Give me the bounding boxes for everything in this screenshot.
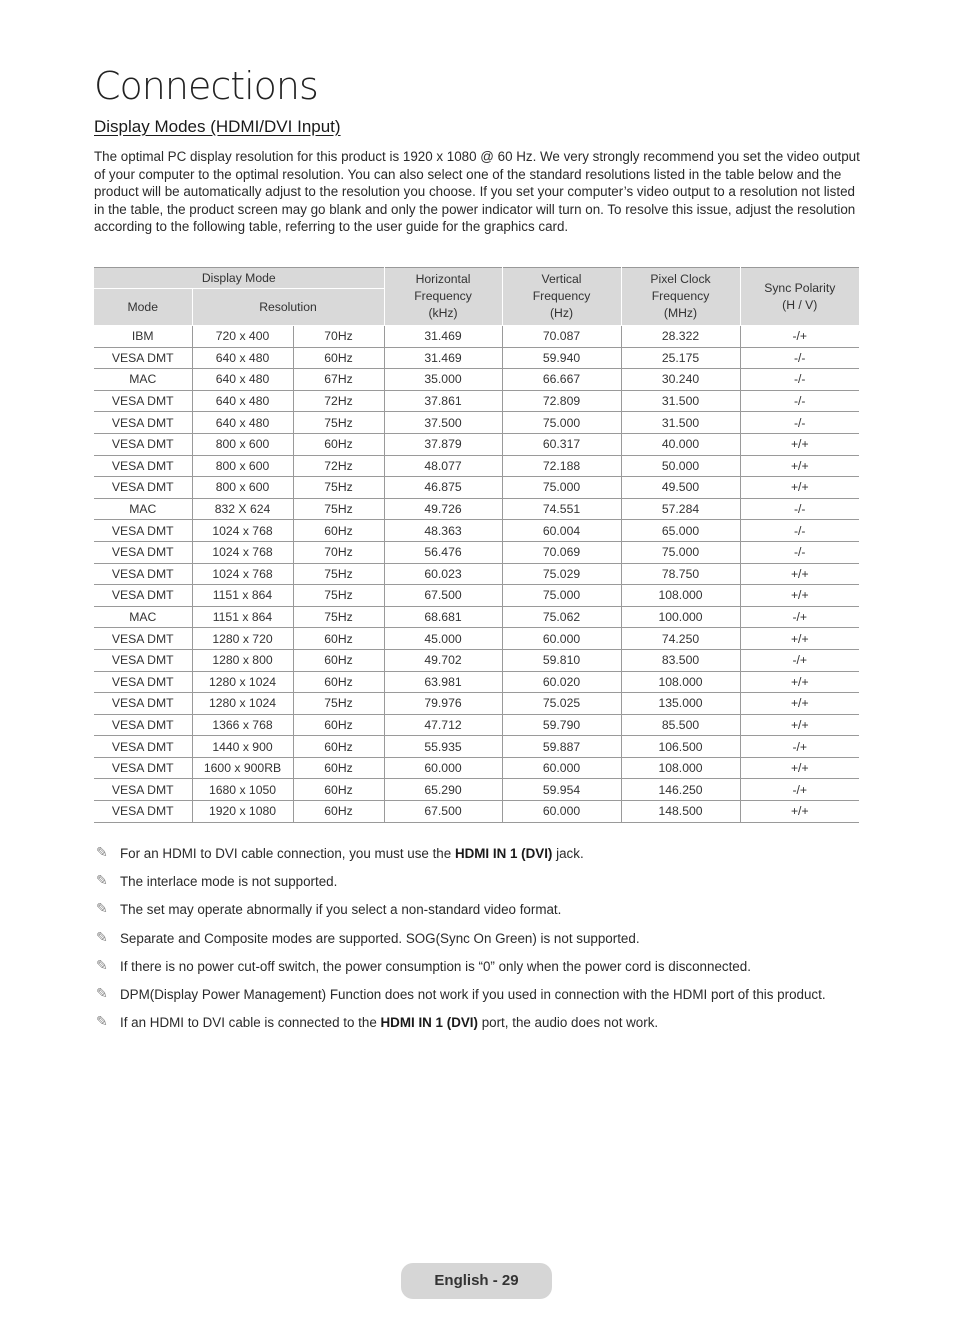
- sync-cell: -/-: [740, 347, 859, 369]
- refresh-cell: 60Hz: [293, 736, 384, 758]
- sync-cell: -/-: [740, 498, 859, 520]
- mode-cell: VESA DMT: [94, 347, 192, 369]
- resolution-cell: 640 x 480: [192, 347, 293, 369]
- resolution-cell: 640 x 480: [192, 369, 293, 391]
- resolution-cell: 1024 x 768: [192, 520, 293, 542]
- note-item: [96, 930, 856, 948]
- mode-cell: VESA DMT: [94, 801, 192, 823]
- v-freq-cell: 75.029: [502, 563, 621, 585]
- sync-cell: +/+: [740, 563, 859, 585]
- sync-cell: -/-: [740, 541, 859, 563]
- mode-cell: VESA DMT: [94, 585, 192, 607]
- pixel-clock-cell: 31.500: [621, 390, 740, 412]
- h-freq-cell: 37.861: [384, 390, 502, 412]
- table-row: [94, 693, 859, 715]
- header-pixel-clock: Pixel Clock Frequency (MHz): [621, 268, 740, 326]
- note-text: The interlace mode is not supported.: [120, 874, 338, 890]
- mode-cell: MAC: [94, 369, 192, 391]
- pixel-clock-cell: 78.750: [621, 563, 740, 585]
- header-sync-polarity: Sync Polarity (H / V): [740, 268, 859, 326]
- resolution-cell: 1280 x 1024: [192, 693, 293, 715]
- table-row: [94, 585, 859, 607]
- resolution-cell: 1024 x 768: [192, 541, 293, 563]
- note-text-tail: jack.: [552, 846, 584, 861]
- sync-cell: +/+: [740, 433, 859, 455]
- refresh-cell: 72Hz: [293, 455, 384, 477]
- table-row: [94, 801, 859, 823]
- resolution-cell: 1280 x 1024: [192, 671, 293, 693]
- note-text: DPM(Display Power Management) Function does not work if you used in connection with the HDMI port of this product.: [120, 986, 826, 1002]
- refresh-cell: 75Hz: [293, 563, 384, 585]
- v-freq-cell: 72.188: [502, 455, 621, 477]
- h-freq-cell: 68.681: [384, 606, 502, 628]
- refresh-cell: 72Hz: [293, 390, 384, 412]
- resolution-cell: 1440 x 900: [192, 736, 293, 758]
- resolution-cell: 1680 x 1050: [192, 779, 293, 801]
- v-freq-cell: 60.000: [502, 757, 621, 779]
- pencil-note-icon: ✎: [96, 873, 108, 890]
- h-freq-cell: 48.077: [384, 455, 502, 477]
- intro-paragraph: The optimal PC display resolution for this product is 1920 x 1080 @ 60 Hz. We very strongly recommend you set the video output of your computer to the optimal resolution. You can also select one of the standard resolutions listed in the table below and the product will be automatically adjust to the resolution you choose. If you set your computer’s video output to a resolution not listed in the table, the product screen may go blank and only the power indicator will turn on. To resolve this issue, adjust the resolution according to the following table, referring to the user guide for the graphics card.: [94, 149, 860, 235]
- pencil-note-icon: ✎: [96, 929, 108, 946]
- pixel-clock-cell: 85.500: [621, 714, 740, 736]
- mode-cell: VESA DMT: [94, 671, 192, 693]
- pencil-note-icon: ✎: [96, 845, 108, 861]
- mode-cell: VESA DMT: [94, 477, 192, 499]
- pencil-note-icon: ✎: [96, 901, 108, 918]
- section-title: Display Modes (HDMI/DVI Input): [94, 117, 341, 136]
- resolution-cell: 800 x 600: [192, 455, 293, 477]
- note-emphasis: HDMI IN 1 (DVI): [454, 846, 553, 861]
- refresh-cell: 75Hz: [293, 585, 384, 607]
- sync-cell: +/+: [740, 671, 859, 693]
- note-text: If an HDMI to DVI cable is connected to the: [120, 1015, 381, 1031]
- h-freq-cell: 47.712: [384, 714, 502, 736]
- sync-cell: -/+: [740, 736, 859, 758]
- refresh-cell: 60Hz: [293, 649, 384, 671]
- table-row: [94, 541, 859, 563]
- pixel-clock-cell: 30.240: [621, 369, 740, 391]
- h-freq-cell: 31.469: [384, 326, 502, 348]
- sync-cell: -/-: [740, 520, 859, 542]
- resolution-cell: 640 x 480: [192, 412, 293, 434]
- pencil-note-icon: ✎: [96, 957, 108, 974]
- sync-cell: +/+: [740, 693, 859, 715]
- pixel-clock-cell: 65.000: [621, 520, 740, 542]
- mode-cell: VESA DMT: [94, 779, 192, 801]
- h-freq-cell: 49.702: [384, 649, 502, 671]
- refresh-cell: 60Hz: [293, 347, 384, 369]
- v-freq-cell: 75.062: [502, 606, 621, 628]
- h-freq-cell: 37.500: [384, 412, 502, 434]
- table-row: [94, 347, 859, 369]
- table-row: [94, 433, 859, 455]
- note-text: For an HDMI to DVI cable connection, you must use the: [120, 846, 455, 861]
- pixel-clock-cell: 49.500: [621, 477, 740, 499]
- h-freq-cell: 67.500: [384, 585, 502, 607]
- mode-cell: VESA DMT: [94, 757, 192, 779]
- resolution-cell: 640 x 480: [192, 390, 293, 412]
- table-row: [94, 671, 859, 693]
- h-freq-cell: 37.879: [384, 433, 502, 455]
- refresh-cell: 60Hz: [293, 520, 384, 542]
- sync-cell: +/+: [740, 585, 859, 607]
- refresh-cell: 60Hz: [293, 779, 384, 801]
- mode-cell: MAC: [94, 498, 192, 520]
- note-text: Separate and Composite modes are supported. SOG(Sync On Green) is not supported.: [120, 930, 640, 946]
- v-freq-cell: 74.551: [502, 498, 621, 520]
- h-freq-cell: 35.000: [384, 369, 502, 391]
- refresh-cell: 75Hz: [293, 606, 384, 628]
- v-freq-cell: 66.667: [502, 369, 621, 391]
- note-item: [96, 845, 856, 863]
- table-row: [94, 628, 859, 650]
- h-freq-cell: 65.290: [384, 779, 502, 801]
- sync-cell: +/+: [740, 757, 859, 779]
- resolution-cell: 1600 x 900RB: [192, 757, 293, 779]
- table-row: [94, 779, 859, 801]
- mode-cell: VESA DMT: [94, 433, 192, 455]
- note-item: [96, 1014, 856, 1032]
- sync-cell: +/+: [740, 455, 859, 477]
- header-horizontal-frequency: Horizontal Frequency (kHz): [384, 268, 502, 326]
- v-freq-cell: 70.069: [502, 541, 621, 563]
- table-row: [94, 498, 859, 520]
- pixel-clock-cell: 57.284: [621, 498, 740, 520]
- sync-cell: +/+: [740, 714, 859, 736]
- notes-list: [96, 845, 856, 1042]
- table-row: [94, 714, 859, 736]
- refresh-cell: 60Hz: [293, 757, 384, 779]
- mode-cell: VESA DMT: [94, 520, 192, 542]
- refresh-cell: 60Hz: [293, 628, 384, 650]
- h-freq-cell: 49.726: [384, 498, 502, 520]
- h-freq-cell: 55.935: [384, 736, 502, 758]
- sync-cell: -/-: [740, 390, 859, 412]
- v-freq-cell: 60.000: [502, 628, 621, 650]
- mode-cell: IBM: [94, 326, 192, 348]
- v-freq-cell: 75.000: [502, 477, 621, 499]
- note-emphasis: HDMI IN 1 (DVI): [380, 1015, 478, 1031]
- h-freq-cell: 56.476: [384, 541, 502, 563]
- resolution-cell: 800 x 600: [192, 477, 293, 499]
- v-freq-cell: 59.954: [502, 779, 621, 801]
- note-item: [96, 873, 856, 891]
- table-row: [94, 563, 859, 585]
- table-row: [94, 757, 859, 779]
- note-text: If there is no power cut-off switch, the power consumption is “0” only when the power cord is disconnected.: [120, 958, 751, 974]
- v-freq-cell: 60.317: [502, 433, 621, 455]
- table-row: [94, 520, 859, 542]
- pixel-clock-cell: 106.500: [621, 736, 740, 758]
- refresh-cell: 75Hz: [293, 412, 384, 434]
- table-row: [94, 412, 859, 434]
- v-freq-cell: 75.025: [502, 693, 621, 715]
- refresh-cell: 60Hz: [293, 714, 384, 736]
- note-text-tail: port, the audio does not work.: [477, 1015, 659, 1031]
- sync-cell: -/-: [740, 369, 859, 391]
- pixel-clock-cell: 135.000: [621, 693, 740, 715]
- v-freq-cell: 59.887: [502, 736, 621, 758]
- refresh-cell: 67Hz: [293, 369, 384, 391]
- h-freq-cell: 79.976: [384, 693, 502, 715]
- pixel-clock-cell: 108.000: [621, 757, 740, 779]
- pixel-clock-cell: 108.000: [621, 671, 740, 693]
- pencil-note-icon: ✎: [96, 985, 108, 1002]
- resolution-cell: 832 X 624: [192, 498, 293, 520]
- display-modes-table: [94, 267, 859, 823]
- pencil-note-icon: ✎: [96, 1014, 108, 1031]
- h-freq-cell: 60.023: [384, 563, 502, 585]
- refresh-cell: 60Hz: [293, 433, 384, 455]
- pixel-clock-cell: 75.000: [621, 541, 740, 563]
- page-number-badge: English - 29: [401, 1263, 552, 1299]
- table-row: [94, 649, 859, 671]
- pixel-clock-cell: 83.500: [621, 649, 740, 671]
- header-display-mode: Display Mode: [94, 268, 384, 289]
- v-freq-cell: 75.000: [502, 412, 621, 434]
- resolution-cell: 1024 x 768: [192, 563, 293, 585]
- refresh-cell: 60Hz: [293, 671, 384, 693]
- sync-cell: -/+: [740, 649, 859, 671]
- v-freq-cell: 72.809: [502, 390, 621, 412]
- refresh-cell: 70Hz: [293, 326, 384, 348]
- pixel-clock-cell: 108.000: [621, 585, 740, 607]
- note-item: [96, 958, 856, 976]
- pixel-clock-cell: 50.000: [621, 455, 740, 477]
- h-freq-cell: 60.000: [384, 757, 502, 779]
- resolution-cell: 1151 x 864: [192, 606, 293, 628]
- mode-cell: VESA DMT: [94, 455, 192, 477]
- pixel-clock-cell: 100.000: [621, 606, 740, 628]
- note-item: [96, 986, 856, 1004]
- mode-cell: VESA DMT: [94, 412, 192, 434]
- pixel-clock-cell: 25.175: [621, 347, 740, 369]
- refresh-cell: 75Hz: [293, 498, 384, 520]
- v-freq-cell: 75.000: [502, 585, 621, 607]
- note-text: The set may operate abnormally if you select a non-standard video format.: [120, 902, 562, 918]
- refresh-cell: 60Hz: [293, 801, 384, 823]
- header-vertical-frequency: Vertical Frequency (Hz): [502, 268, 621, 326]
- page-title: Connections: [94, 64, 318, 108]
- table-body: [94, 326, 859, 823]
- mode-cell: VESA DMT: [94, 693, 192, 715]
- pixel-clock-cell: 40.000: [621, 433, 740, 455]
- h-freq-cell: 31.469: [384, 347, 502, 369]
- pixel-clock-cell: 28.322: [621, 326, 740, 348]
- h-freq-cell: 45.000: [384, 628, 502, 650]
- sync-cell: -/+: [740, 606, 859, 628]
- table-row: [94, 477, 859, 499]
- table-row: [94, 326, 859, 348]
- v-freq-cell: 60.020: [502, 671, 621, 693]
- pixel-clock-cell: 31.500: [621, 412, 740, 434]
- v-freq-cell: 59.810: [502, 649, 621, 671]
- mode-cell: VESA DMT: [94, 563, 192, 585]
- sync-cell: -/+: [740, 779, 859, 801]
- mode-cell: VESA DMT: [94, 390, 192, 412]
- resolution-cell: 720 x 400: [192, 326, 293, 348]
- pixel-clock-cell: 148.500: [621, 801, 740, 823]
- table-row: [94, 606, 859, 628]
- mode-cell: VESA DMT: [94, 714, 192, 736]
- table-row: [94, 736, 859, 758]
- sync-cell: -/-: [740, 412, 859, 434]
- h-freq-cell: 67.500: [384, 801, 502, 823]
- resolution-cell: 800 x 600: [192, 433, 293, 455]
- resolution-cell: 1151 x 864: [192, 585, 293, 607]
- resolution-cell: 1366 x 768: [192, 714, 293, 736]
- table-row: [94, 455, 859, 477]
- resolution-cell: 1280 x 720: [192, 628, 293, 650]
- resolution-cell: 1280 x 800: [192, 649, 293, 671]
- h-freq-cell: 46.875: [384, 477, 502, 499]
- h-freq-cell: 48.363: [384, 520, 502, 542]
- table-row: [94, 390, 859, 412]
- refresh-cell: 75Hz: [293, 477, 384, 499]
- pixel-clock-cell: 74.250: [621, 628, 740, 650]
- mode-cell: MAC: [94, 606, 192, 628]
- refresh-cell: 70Hz: [293, 541, 384, 563]
- mode-cell: VESA DMT: [94, 628, 192, 650]
- sync-cell: +/+: [740, 477, 859, 499]
- pixel-clock-cell: 146.250: [621, 779, 740, 801]
- resolution-cell: 1920 x 1080: [192, 801, 293, 823]
- sync-cell: -/+: [740, 326, 859, 348]
- mode-cell: VESA DMT: [94, 541, 192, 563]
- v-freq-cell: 59.940: [502, 347, 621, 369]
- header-mode: Mode: [94, 289, 192, 326]
- v-freq-cell: 70.087: [502, 326, 621, 348]
- h-freq-cell: 63.981: [384, 671, 502, 693]
- note-item: [96, 901, 856, 919]
- v-freq-cell: 59.790: [502, 714, 621, 736]
- v-freq-cell: 60.004: [502, 520, 621, 542]
- mode-cell: VESA DMT: [94, 649, 192, 671]
- v-freq-cell: 60.000: [502, 801, 621, 823]
- refresh-cell: 75Hz: [293, 693, 384, 715]
- sync-cell: +/+: [740, 801, 859, 823]
- mode-cell: VESA DMT: [94, 736, 192, 758]
- header-resolution: Resolution: [192, 289, 384, 326]
- table-row: [94, 369, 859, 391]
- sync-cell: +/+: [740, 628, 859, 650]
